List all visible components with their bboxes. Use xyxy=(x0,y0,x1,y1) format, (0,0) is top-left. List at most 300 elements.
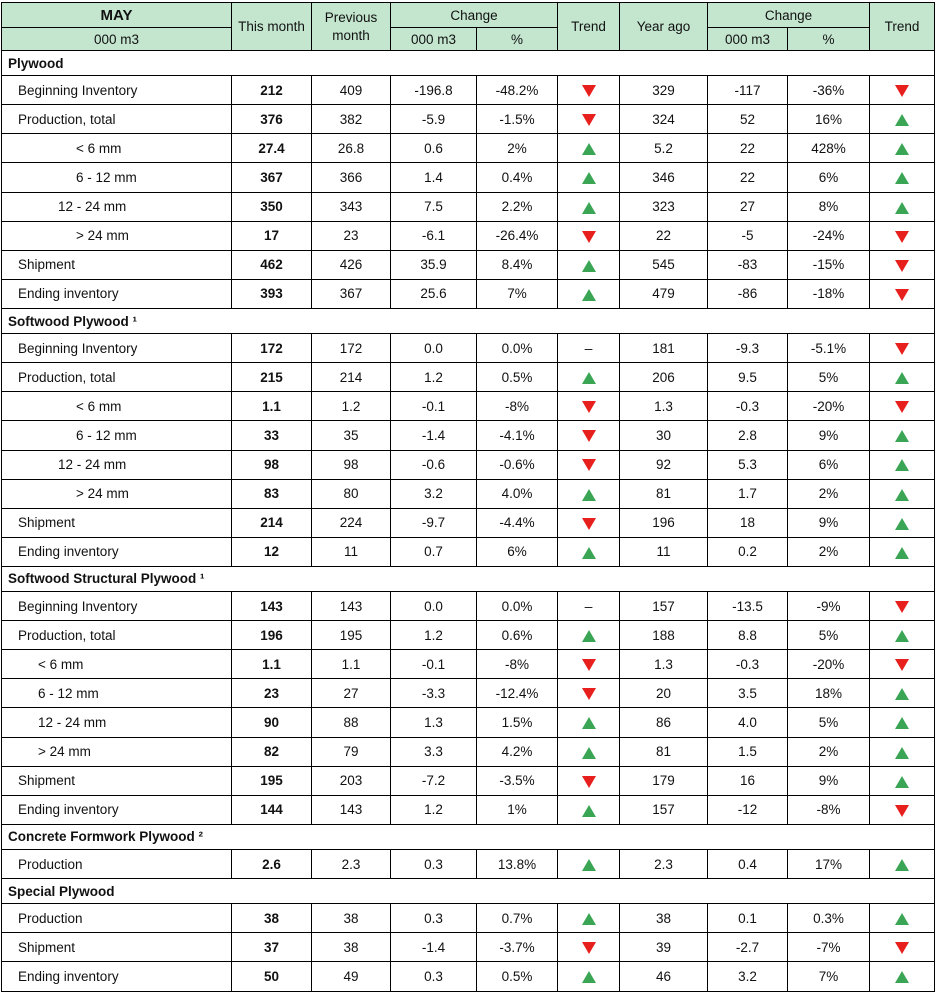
year-ago-value: 188 xyxy=(620,621,708,650)
table-row xyxy=(2,650,935,679)
row-label: < 6 mm xyxy=(2,392,232,421)
year-trend-cell xyxy=(870,392,935,421)
month-change-value: 3.2 xyxy=(391,479,477,508)
month-trend-cell xyxy=(558,904,620,933)
month-change-value: -1.4 xyxy=(391,933,477,962)
year-ago-value: 206 xyxy=(620,363,708,392)
previous-month-value: 426 xyxy=(312,250,391,279)
section-title: Softwood Plywood ¹ xyxy=(2,308,935,333)
year-ago-value: 5.2 xyxy=(620,134,708,163)
row-label: > 24 mm xyxy=(2,737,232,766)
trend-down-icon xyxy=(582,659,596,671)
table-row xyxy=(2,962,935,991)
month-trend-cell xyxy=(558,479,620,508)
year-ago-value: 20 xyxy=(620,679,708,708)
month-change-percent: 13.8% xyxy=(477,850,558,879)
section-title: Softwood Structural Plywood ¹ xyxy=(2,566,935,591)
year-trend-cell xyxy=(870,679,935,708)
month-trend-cell xyxy=(558,134,620,163)
year-change-value: 0.2 xyxy=(708,537,788,566)
trend-up-icon xyxy=(895,859,909,871)
previous-month-value: 11 xyxy=(312,537,391,566)
this-month-value: 82 xyxy=(232,737,312,766)
year-change-percent: 2% xyxy=(788,479,870,508)
month-change-value: 35.9 xyxy=(391,250,477,279)
year-trend-cell xyxy=(870,76,935,105)
month-change-percent: -3.7% xyxy=(477,933,558,962)
section-header-row xyxy=(2,51,935,76)
year-change-value: -117 xyxy=(708,76,788,105)
month-trend-cell xyxy=(558,766,620,795)
previous-month-value: 195 xyxy=(312,621,391,650)
year-change-percent: 5% xyxy=(788,363,870,392)
row-label: Beginning Inventory xyxy=(2,334,232,363)
previous-month-value: 98 xyxy=(312,450,391,479)
year-ago-value: 545 xyxy=(620,250,708,279)
year-change-value: -5 xyxy=(708,221,788,250)
this-month-value: 17 xyxy=(232,221,312,250)
row-label: Shipment xyxy=(2,250,232,279)
trend-down-icon xyxy=(582,401,596,413)
plywood-statistics-table xyxy=(1,2,935,992)
row-label: 12 - 24 mm xyxy=(2,708,232,737)
table-row xyxy=(2,933,935,962)
this-month-value: 1.1 xyxy=(232,392,312,421)
month-change-percent: 0.5% xyxy=(477,962,558,991)
year-trend-cell xyxy=(870,163,935,192)
row-label: Ending inventory xyxy=(2,537,232,566)
row-label: < 6 mm xyxy=(2,134,232,163)
trend-down-icon xyxy=(895,601,909,613)
month-trend-cell xyxy=(558,250,620,279)
month-header: MAY xyxy=(2,3,232,28)
this-month-value: 196 xyxy=(232,621,312,650)
this-month-value: 376 xyxy=(232,105,312,134)
trend-up-icon xyxy=(895,202,909,214)
month-change-percent: 0.4% xyxy=(477,163,558,192)
year-ago-value: 479 xyxy=(620,279,708,308)
row-label: Production, total xyxy=(2,621,232,650)
year-trend-cell xyxy=(870,192,935,221)
previous-month-value: 409 xyxy=(312,76,391,105)
year-change-value: 22 xyxy=(708,134,788,163)
month-change-percent: 0.6% xyxy=(477,621,558,650)
year-trend-cell xyxy=(870,450,935,479)
this-month-value: 37 xyxy=(232,933,312,962)
trend-flat-icon: – xyxy=(584,597,593,614)
month-change-value: 1.2 xyxy=(391,621,477,650)
trend-down-icon xyxy=(895,805,909,817)
this-month-value: 143 xyxy=(232,592,312,621)
section-title: Concrete Formwork Plywood ² xyxy=(2,824,935,849)
trend-down-icon xyxy=(582,942,596,954)
year-change-percent: -36% xyxy=(788,76,870,105)
month-change-percent: -48.2% xyxy=(477,76,558,105)
month-trend-cell xyxy=(558,76,620,105)
table-row xyxy=(2,163,935,192)
row-label: Shipment xyxy=(2,933,232,962)
this-month-value: 33 xyxy=(232,421,312,450)
year-change-percent: 6% xyxy=(788,450,870,479)
month-change-value: 1.2 xyxy=(391,363,477,392)
this-month-value: 98 xyxy=(232,450,312,479)
year-change-value: -2.7 xyxy=(708,933,788,962)
year-change-percent: 9% xyxy=(788,421,870,450)
table-row xyxy=(2,450,935,479)
year-change-percent: 8% xyxy=(788,192,870,221)
trend-up-icon xyxy=(582,547,596,559)
year-ago-value: 323 xyxy=(620,192,708,221)
table-row xyxy=(2,850,935,879)
this-month-value: 215 xyxy=(232,363,312,392)
row-label: 12 - 24 mm xyxy=(2,450,232,479)
trend-up-icon xyxy=(895,143,909,155)
trend-up-icon xyxy=(895,547,909,559)
year-change-percent: -9% xyxy=(788,592,870,621)
month-change-abs-header: 000 m3 xyxy=(391,28,477,51)
this-month-value: 38 xyxy=(232,904,312,933)
section-title: Special Plywood xyxy=(2,879,935,904)
year-ago-value: 81 xyxy=(620,737,708,766)
month-change-value: -0.1 xyxy=(391,650,477,679)
month-change-value: 1.3 xyxy=(391,708,477,737)
previous-month-value: 38 xyxy=(312,904,391,933)
trend-up-icon xyxy=(895,688,909,700)
month-change-percent: -4.1% xyxy=(477,421,558,450)
year-change-percent: 6% xyxy=(788,163,870,192)
month-change-value: 0.6 xyxy=(391,134,477,163)
month-change-header: Change xyxy=(391,3,558,28)
this-month-value: 350 xyxy=(232,192,312,221)
month-change-value: 3.3 xyxy=(391,737,477,766)
trend-up-icon xyxy=(895,430,909,442)
year-change-value: 27 xyxy=(708,192,788,221)
month-change-value: 25.6 xyxy=(391,279,477,308)
this-month-value: 12 xyxy=(232,537,312,566)
trend-down-icon xyxy=(582,688,596,700)
table-row xyxy=(2,766,935,795)
month-trend-cell xyxy=(558,795,620,824)
year-ago-value: 92 xyxy=(620,450,708,479)
previous-month-header: Previous month xyxy=(312,3,391,51)
table-body xyxy=(2,51,935,992)
row-label: Shipment xyxy=(2,508,232,537)
this-month-value: 212 xyxy=(232,76,312,105)
year-ago-value: 1.3 xyxy=(620,392,708,421)
trend-down-icon xyxy=(895,85,909,97)
section-header-row xyxy=(2,566,935,591)
trend-up-icon xyxy=(895,717,909,729)
previous-month-value: 49 xyxy=(312,962,391,991)
year-change-value: 3.5 xyxy=(708,679,788,708)
month-change-value: 0.3 xyxy=(391,962,477,991)
trend-up-icon xyxy=(895,114,909,126)
month-change-value: 0.3 xyxy=(391,904,477,933)
table-row xyxy=(2,279,935,308)
trend-up-icon xyxy=(895,459,909,471)
month-trend-cell xyxy=(558,508,620,537)
table-row xyxy=(2,679,935,708)
trend-up-icon xyxy=(582,202,596,214)
row-label: Ending inventory xyxy=(2,962,232,991)
month-change-value: 7.5 xyxy=(391,192,477,221)
year-trend-cell xyxy=(870,134,935,163)
month-change-percent: -4.4% xyxy=(477,508,558,537)
month-trend-cell xyxy=(558,334,620,363)
trend-up-icon xyxy=(582,859,596,871)
trend-flat-icon: – xyxy=(584,339,593,356)
previous-month-value: 2.3 xyxy=(312,850,391,879)
year-change-percent: 18% xyxy=(788,679,870,708)
row-label: 6 - 12 mm xyxy=(2,163,232,192)
year-change-percent: 5% xyxy=(788,621,870,650)
month-change-value: 0.7 xyxy=(391,537,477,566)
this-month-value: 2.6 xyxy=(232,850,312,879)
year-change-percent: 9% xyxy=(788,766,870,795)
section-title: Plywood xyxy=(2,51,935,76)
month-change-percent: 0.0% xyxy=(477,334,558,363)
this-month-value: 23 xyxy=(232,679,312,708)
this-month-value: 50 xyxy=(232,962,312,991)
year-change-value: 3.2 xyxy=(708,962,788,991)
year-trend-cell xyxy=(870,621,935,650)
row-label: 12 - 24 mm xyxy=(2,192,232,221)
trend-up-icon xyxy=(895,518,909,530)
table-row xyxy=(2,392,935,421)
month-change-percent: 4.2% xyxy=(477,737,558,766)
month-change-percent: 0.7% xyxy=(477,904,558,933)
trend-up-icon xyxy=(895,913,909,925)
year-change-header: Change xyxy=(708,3,870,28)
trend-down-icon xyxy=(582,430,596,442)
year-change-percent: -20% xyxy=(788,392,870,421)
month-trend-cell xyxy=(558,737,620,766)
this-month-value: 195 xyxy=(232,766,312,795)
month-trend-cell xyxy=(558,221,620,250)
month-change-percent: 0.0% xyxy=(477,592,558,621)
year-ago-value: 196 xyxy=(620,508,708,537)
year-change-percent: 9% xyxy=(788,508,870,537)
year-change-abs-header: 000 m3 xyxy=(708,28,788,51)
year-change-value: 8.8 xyxy=(708,621,788,650)
section-header-row xyxy=(2,308,935,333)
year-trend-cell xyxy=(870,221,935,250)
year-change-value: 0.4 xyxy=(708,850,788,879)
trend-down-icon xyxy=(582,518,596,530)
trend-up-icon xyxy=(582,289,596,301)
table-row xyxy=(2,221,935,250)
year-change-value: 5.3 xyxy=(708,450,788,479)
year-ago-value: 39 xyxy=(620,933,708,962)
table-row xyxy=(2,421,935,450)
this-month-value: 90 xyxy=(232,708,312,737)
this-month-value: 462 xyxy=(232,250,312,279)
month-trend-cell xyxy=(558,621,620,650)
month-trend-cell xyxy=(558,537,620,566)
this-month-value: 172 xyxy=(232,334,312,363)
this-month-value: 144 xyxy=(232,795,312,824)
row-label: Shipment xyxy=(2,766,232,795)
previous-month-value: 80 xyxy=(312,479,391,508)
year-change-percent: -5.1% xyxy=(788,334,870,363)
year-change-percent: 17% xyxy=(788,850,870,879)
this-month-value: 83 xyxy=(232,479,312,508)
month-trend-cell xyxy=(558,650,620,679)
previous-month-value: 1.2 xyxy=(312,392,391,421)
table-row xyxy=(2,904,935,933)
month-trend-cell xyxy=(558,163,620,192)
month-change-percent: -3.5% xyxy=(477,766,558,795)
year-change-value: 9.5 xyxy=(708,363,788,392)
trend-up-icon xyxy=(895,776,909,788)
year-trend-cell xyxy=(870,650,935,679)
month-change-value: -0.6 xyxy=(391,450,477,479)
year-change-percent: 16% xyxy=(788,105,870,134)
month-trend-cell xyxy=(558,450,620,479)
month-trend-cell xyxy=(558,962,620,991)
previous-month-value: 343 xyxy=(312,192,391,221)
table-row xyxy=(2,621,935,650)
month-trend-cell xyxy=(558,592,620,621)
month-change-pct-header: % xyxy=(477,28,558,51)
year-change-percent: 7% xyxy=(788,962,870,991)
table-row xyxy=(2,363,935,392)
previous-month-value: 143 xyxy=(312,592,391,621)
year-trend-cell xyxy=(870,250,935,279)
previous-month-value: 35 xyxy=(312,421,391,450)
trend-up-icon xyxy=(895,489,909,501)
trend-up-icon xyxy=(895,372,909,384)
year-change-value: 52 xyxy=(708,105,788,134)
year-trend-cell xyxy=(870,850,935,879)
trend-down-icon xyxy=(582,776,596,788)
year-ago-value: 324 xyxy=(620,105,708,134)
row-label: > 24 mm xyxy=(2,221,232,250)
this-month-value: 393 xyxy=(232,279,312,308)
year-change-percent: 5% xyxy=(788,708,870,737)
year-change-value: 22 xyxy=(708,163,788,192)
trend-down-icon xyxy=(895,260,909,272)
this-month-value: 214 xyxy=(232,508,312,537)
table-row xyxy=(2,250,935,279)
month-change-value: 0.3 xyxy=(391,850,477,879)
year-ago-value: 86 xyxy=(620,708,708,737)
month-change-percent: 4.0% xyxy=(477,479,558,508)
month-trend-cell xyxy=(558,105,620,134)
year-change-value: -12 xyxy=(708,795,788,824)
year-change-percent: 2% xyxy=(788,537,870,566)
year-ago-value: 329 xyxy=(620,76,708,105)
month-change-percent: -26.4% xyxy=(477,221,558,250)
year-change-value: -9.3 xyxy=(708,334,788,363)
year-change-value: -0.3 xyxy=(708,392,788,421)
month-change-percent: 1.5% xyxy=(477,708,558,737)
year-trend-cell xyxy=(870,334,935,363)
trend-up-icon xyxy=(582,717,596,729)
previous-month-value: 203 xyxy=(312,766,391,795)
year-trend-cell xyxy=(870,592,935,621)
month-change-value: -1.4 xyxy=(391,421,477,450)
year-trend-cell xyxy=(870,363,935,392)
year-change-value: -0.3 xyxy=(708,650,788,679)
month-change-value: -7.2 xyxy=(391,766,477,795)
month-change-value: -9.7 xyxy=(391,508,477,537)
month-trend-cell xyxy=(558,850,620,879)
row-label: Production, total xyxy=(2,105,232,134)
year-ago-value: 38 xyxy=(620,904,708,933)
trend-up-icon xyxy=(895,630,909,642)
year-ago-value: 346 xyxy=(620,163,708,192)
row-label: 6 - 12 mm xyxy=(2,421,232,450)
month-trend-cell xyxy=(558,708,620,737)
row-label: Production xyxy=(2,850,232,879)
previous-month-value: 214 xyxy=(312,363,391,392)
table-row xyxy=(2,708,935,737)
month-trend-cell xyxy=(558,279,620,308)
previous-month-value: 88 xyxy=(312,708,391,737)
this-month-value: 367 xyxy=(232,163,312,192)
year-change-percent: 0.3% xyxy=(788,904,870,933)
row-label: Ending inventory xyxy=(2,279,232,308)
month-change-value: 1.2 xyxy=(391,795,477,824)
month-change-value: 0.0 xyxy=(391,334,477,363)
previous-month-value: 26.8 xyxy=(312,134,391,163)
year-change-value: 1.7 xyxy=(708,479,788,508)
trend-up-icon xyxy=(582,630,596,642)
year-change-pct-header: % xyxy=(788,28,870,51)
trend-up-icon xyxy=(582,805,596,817)
month-change-percent: -8% xyxy=(477,392,558,421)
year-trend-cell xyxy=(870,508,935,537)
year-ago-value: 11 xyxy=(620,537,708,566)
year-change-value: 4.0 xyxy=(708,708,788,737)
year-change-value: -13.5 xyxy=(708,592,788,621)
month-change-value: -3.3 xyxy=(391,679,477,708)
row-label: < 6 mm xyxy=(2,650,232,679)
trend-up-icon xyxy=(582,489,596,501)
month-change-value: 0.0 xyxy=(391,592,477,621)
year-trend-cell xyxy=(870,737,935,766)
year-ago-value: 179 xyxy=(620,766,708,795)
month-change-percent: -8% xyxy=(477,650,558,679)
table-row xyxy=(2,192,935,221)
trend-up-icon xyxy=(582,260,596,272)
year-trend-cell xyxy=(870,279,935,308)
year-change-value: 2.8 xyxy=(708,421,788,450)
row-label: > 24 mm xyxy=(2,479,232,508)
year-trend-cell xyxy=(870,795,935,824)
year-change-value: -86 xyxy=(708,279,788,308)
previous-month-value: 382 xyxy=(312,105,391,134)
table-row xyxy=(2,737,935,766)
year-trend-header: Trend xyxy=(870,3,935,51)
year-change-percent: -20% xyxy=(788,650,870,679)
trend-up-icon xyxy=(582,172,596,184)
month-change-percent: 0.5% xyxy=(477,363,558,392)
trend-up-icon xyxy=(582,143,596,155)
month-trend-cell xyxy=(558,679,620,708)
month-change-percent: 1% xyxy=(477,795,558,824)
trend-down-icon xyxy=(582,85,596,97)
year-change-value: 18 xyxy=(708,508,788,537)
month-trend-cell xyxy=(558,363,620,392)
previous-month-value: 1.1 xyxy=(312,650,391,679)
table-row xyxy=(2,592,935,621)
this-month-value: 1.1 xyxy=(232,650,312,679)
year-ago-value: 81 xyxy=(620,479,708,508)
trend-up-icon xyxy=(582,747,596,759)
month-trend-cell xyxy=(558,421,620,450)
